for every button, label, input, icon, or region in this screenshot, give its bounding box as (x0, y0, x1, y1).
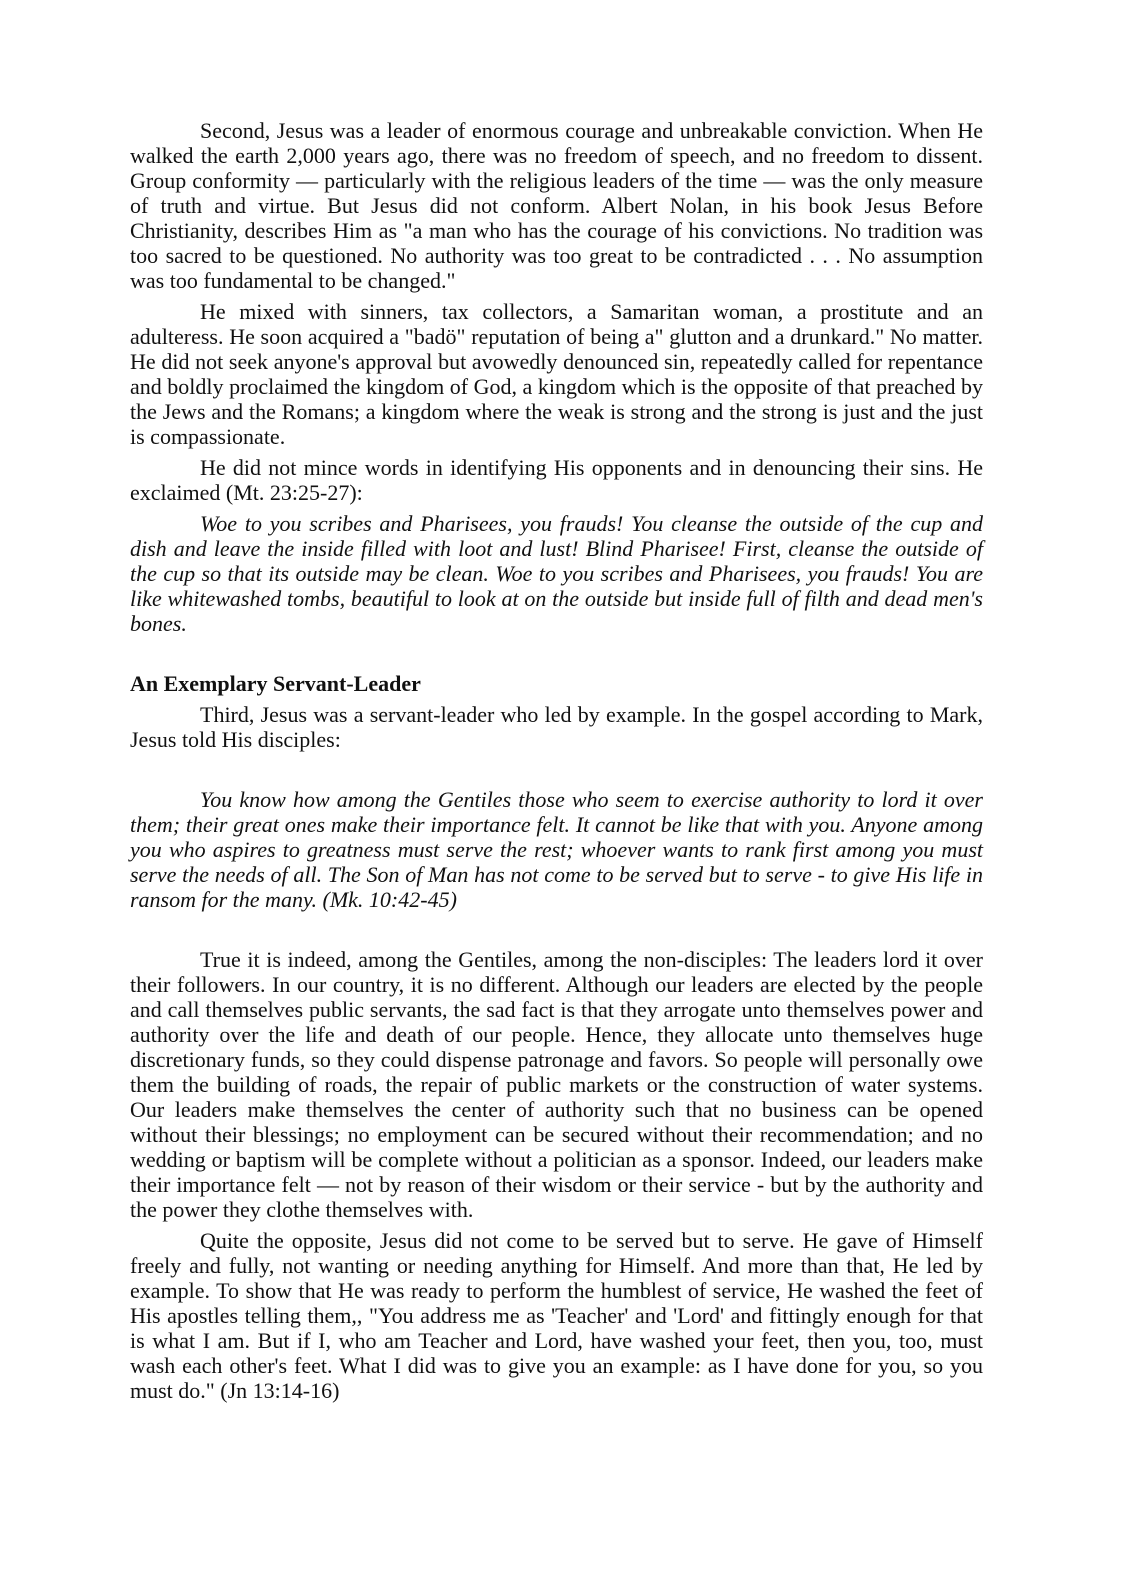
paragraph-courage: Second, Jesus was a leader of enormous courage and unbreakable conviction. When He walked the earth 2,000 years ago, there was no freedom of speech, and no freedom to dissent. Group conformity — particularly with the religious leaders of the time — was the only measure of truth and virtue. But Jesus did not conform. Albert Nolan, in his book Jesus Before Christianity, describes Him as "a man who has the courage of his convictions. No tradition was too sacred to be questioned. No authority was too great to be contradicted . . . No assumption was too fundamental to be changed." (130, 118, 983, 293)
paragraph-servant-intro: Third, Jesus was a servant-leader who led by example. In the gospel according to Mark, Jesus told His disciples: (130, 702, 983, 752)
text-column (130, 118, 983, 1409)
scripture-quote-mark: You know how among the Gentiles those who seem to exercise authority to lord it over them; their great ones make their importance felt. It cannot be like that with you. Anyone among you who aspires to greatness must serve the rest; whoever wants to rank first among you must serve the needs of all. The Son of Man has not come to be served but to serve - to give His life in ransom for the many. (Mk. 10:42-45) (130, 787, 983, 912)
scripture-quote-matthew: Woe to you scribes and Pharisees, you frauds! You cleanse the outside of the cup and dish and leave the inside filled with loot and lust! Blind Pharisee! First, cleanse the outside of the cup so that its outside may be clean. Woe to you scribes and Pharisees, you frauds! You are like whitewashed tombs, beautiful to look at on the outside but inside full of filth and dead men's bones. (130, 511, 983, 636)
paragraph-sinners: He mixed with sinners, tax collectors, a Samaritan woman, a prostitute and an adulteress. He soon acquired a "badö" reputation of being a" glutton and a drunkard." No matter. He did not seek anyone's approval but avowedly denounced sin, repeatedly called for repentance and boldly proclaimed the kingdom of God, a kingdom which is the opposite of that preached by the Jews and the Romans; a kingdom where the weak is strong and the strong is just and the just is compassionate. (130, 299, 983, 449)
paragraph-gentiles: True it is indeed, among the Gentiles, among the non-disciples: The leaders lord it over their followers. In our country, it is no different. Although our leaders are elected by the people and call themselves public servants, the sad fact is that they arrogate unto themselves power and authority over the life and death of our people. Hence, they allocate unto themselves huge discretionary funds, so they could dispense patronage and favors. So people will personally owe them the building of roads, the repair of public markets or the construction of water systems. Our leaders make themselves the center of authority such that no business can be opened without their blessings; no employment can be secured without their recommendation; and no wedding or baptism will be complete without a politician as a sponsor. Indeed, our leaders make their importance felt — not by reason of their wisdom or their service - but by the authority and the power they clothe themselves with. (130, 947, 983, 1222)
paragraph-opponents: He did not mince words in identifying His opponents and in denouncing their sins. He exclaimed (Mt. 23:25-27): (130, 455, 983, 505)
section-heading: An Exemplary Servant-Leader (130, 671, 421, 696)
paragraph-serve-example: Quite the opposite, Jesus did not come to be served but to serve. He gave of Himself freely and fully, not wanting or needing anything for Himself. And more than that, He led by example. To show that He was ready to perform the humblest of service, He washed the feet of His apostles telling them,, "You address me as 'Teacher' and 'Lord' and fittingly enough for that is what I am. But if I, who am Teacher and Lord, have washed your feet, then you, too, must wash each other's feet. What I did was to give you an example: as I have done for you, so you must do." (Jn 13:14-16) (130, 1228, 983, 1403)
